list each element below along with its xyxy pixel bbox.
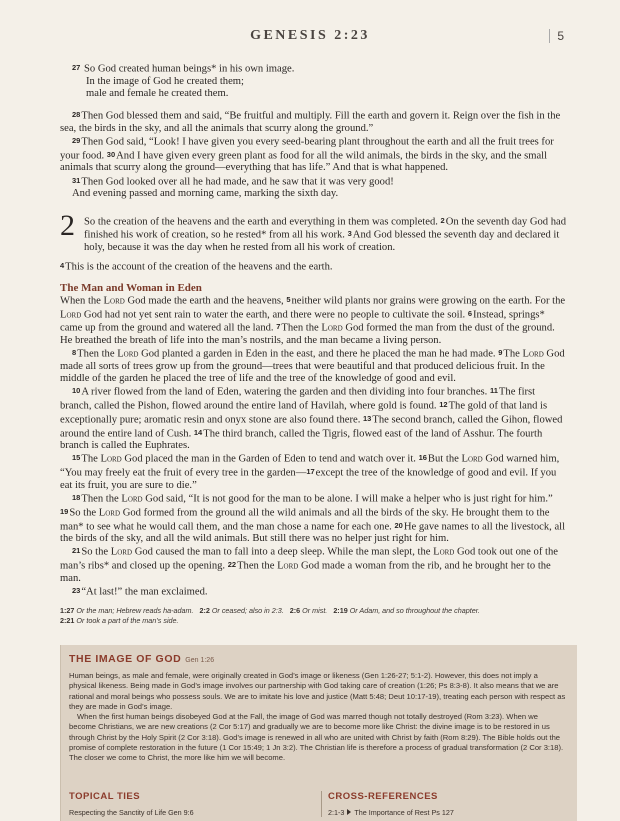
arrow-right-icon [347, 809, 351, 815]
topical-ties-item: Respecting the Sanctity of Life Gen 9:6 [69, 808, 194, 817]
verse-2-21-22: 21So the Lord God caused the man to fall into a deep sleep. While the man slept, the Lord God took out one of the man’s ribs* and closed up the opening. 22Then the Lord God made a woman from the rib, and he brought her to the man. [60, 546, 558, 584]
cross-references-title: CROSS-REFERENCES [328, 791, 438, 802]
verse-2-15-17: 15The Lord God placed the man in the Garden of Eden to tend and watch over it. 16But the Lord God warned him, “You may freely eat the fruit of every tree in the garden—17except the tree of the knowledge of good and evil. If you eat its fruit, you are sure to die.” [60, 453, 560, 491]
page-header [0, 28, 620, 50]
verse-1-27: 27 So God created human beings* in his own image. [72, 63, 295, 75]
page-number: 5 [549, 29, 564, 43]
cross-references [321, 791, 576, 817]
study-box-paragraph: Human beings, as male and female, were originally created in God’s image or likeness (Gen 1:26-27; 5:1-2). However, this does not imply a physical likeness. Being made in God’s image involves our partnership with God taking care of creation (1:26; Ps 8:3-8). It also means that we are rational and moral beings who possess souls. We are to imitate his love and justice (Matt 5:48; Deut 10:17-19), treating each person with respect as they are made in God’s image. [69, 671, 566, 711]
verse-1-27-line2: In the image of God he created them; [86, 75, 244, 87]
verse-2-23: 23“At last!” the man exclaimed. [72, 586, 208, 598]
topical-ties [69, 791, 309, 817]
scripture-text [60, 62, 568, 626]
verse-1-31-line2: And evening passed and morning came, marking the sixth day. [72, 188, 339, 200]
verse-1-27-line3: male and female he created them. [86, 87, 229, 99]
verse-2-10-14: 10A river flowed from the land of Eden, watering the garden and then dividing into four branches. 11The first branch, called the Pishon, flowed around the entire land of Havilah, where gold is found. 12The gold of that land is exceptionally pure; aromatic resin and onyx stone are also found there. 13The second branch, called the Gihon, flowed around the entire land of Cush. 14The third branch, called the Tigris, flowed east of the land of Asshur. The fourth branch is called the Euphrates. [60, 386, 563, 452]
running-head: GENESIS 2:23 [250, 28, 370, 43]
verse-2-18-20: 18Then the Lord God said, “It is not good for the man to be alone. I will make a helper who is just right for him.” 19So the Lord God formed from the ground all the wild animals and all the birds of the sky. He brought them to the man* to see what he would call them, and the man chose a name for each one. 20He gave names to all the livestock, all the birds of the sky, and all the wild animals. But still there was no helper just right for him. [60, 493, 566, 545]
verse-2-4b-7: When the Lord God made the earth and the heavens, 5neither wild plants nor grains were growing on the earth. For the Lord God had not yet sent rain to water the earth, and there were no people to cultivate the soil. 6Instead, springs* came up from the ground and watered all the land. 7Then the Lord God formed the man from the dust of the ground. He breathed the breath of life into the man’s nostrils, and the man became a living person. [60, 295, 566, 347]
verse-1-29: 29Then God said, “Look! I have given you every seed-bearing plant throughout the earth and all the fruit trees for your food. 30And I have given every green plant as food for all the wild animals, the birds in the sky, and the small animals that scurry along the ground—everything that has life.” And that is what happened. [60, 136, 554, 174]
verse-2-8-9: 8Then the Lord God planted a garden in Eden in the east, and there he placed the man he had made. 9The Lord God made all sorts of trees grow up from the ground—trees that were beautiful and that produced delicious fruit. In the middle of the garden he placed the tree of life and the tree of the knowledge of good and evil. [60, 348, 565, 385]
study-box [60, 645, 577, 821]
verse-1-28: 28Then God blessed them and said, “Be fruitful and multiply. Fill the earth and govern it. Reign over the fish in the sea, the birds in the sky, and all the animals that scurry along the ground.” [60, 110, 561, 134]
study-box-footer [69, 791, 569, 819]
study-box-title: THE IMAGE OF GOD Gen 1:26 [69, 653, 215, 665]
section-heading: The Man and Woman in Eden [60, 281, 202, 294]
chapter-2-opening: 2 So the creation of the heavens and the earth and everything in them was completed. 2On the seventh day God had finished his work of creation, so he rested* from all his work. 3And God blessed the seventh day and declared it holy, because it was the day when he rested from all his work of creation. [60, 208, 567, 253]
cross-reference-item: 2:1-3 The Importance of Rest Ps 127 [328, 808, 454, 817]
study-box-ref: Gen 1:26 [185, 657, 215, 664]
verse-2-4a: 4This is the account of the creation of the heavens and the earth. [60, 261, 333, 273]
study-box-paragraph: When the first human beings disobeyed God at the Fall, the image of God was marred though not totally destroyed (Rom 3:23). When we become Christians, we are new creations (2 Cor 5:17) and gradually we are to become more like Christ: the divine image is to be restored in us through Christ by the Holy Spirit (2 Cor 3:18). God’s image is renewed in all who are united with Christ by faith (Rom 8:29). The Bible holds out the promise of complete restoration in the future (1 Cor 15:49; 1 Jn 3:2). The Christian life is therefore a process of gradual transformation (2 Cor 3:18). The closer we come to Christ, the more like him we will become. [69, 712, 564, 763]
chapter-number: 2 [60, 208, 75, 242]
footnotes [60, 606, 568, 626]
verse-1-31: 31Then God looked over all he had made, and he saw that it was very good! [72, 175, 394, 188]
footnotes-line-2: 2:21 Or took a part of the man’s side. [60, 615, 179, 625]
footnotes-line-1: 1:27 Or the man; Hebrew reads ha-adam. 2:2 Or ceased; also in 2:3. 2:6 Or mist. 2:19 Or Adam, and so throughout the chapter. [60, 605, 480, 615]
study-box-text [69, 671, 567, 764]
topical-ties-title: TOPICAL TIES [69, 791, 141, 802]
